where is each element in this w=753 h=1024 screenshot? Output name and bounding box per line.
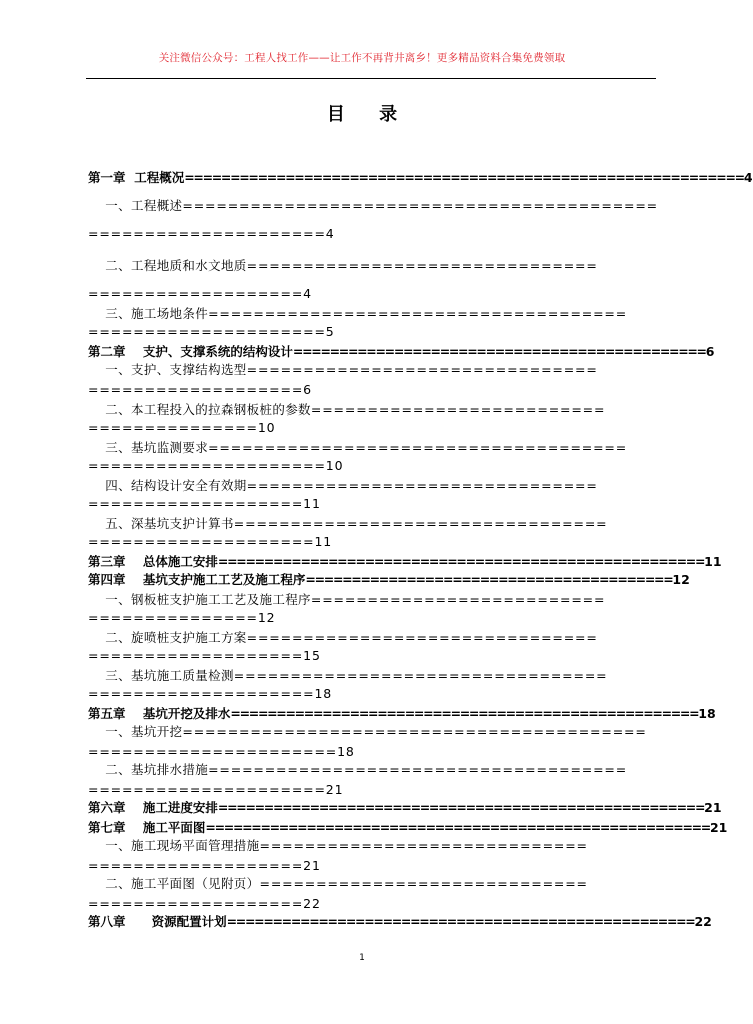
toc-leader: ===============================	[246, 362, 598, 377]
toc-page-number: 10	[257, 420, 276, 435]
toc-page-number: 21	[704, 800, 722, 815]
toc-leader: =============================	[259, 838, 588, 853]
toc-section-entry[interactable]	[88, 322, 658, 342]
toc-entry-label: 三、施工场地条件	[88, 306, 209, 321]
toc-page-number: 21	[325, 782, 344, 797]
toc-page-number: 12	[672, 572, 690, 587]
toc-entry-label: 三、基坑施工质量检测	[88, 668, 234, 683]
toc-leader: =================================	[233, 516, 608, 531]
toc-leader: =====================================	[208, 762, 628, 777]
toc-section-entry[interactable]	[88, 284, 658, 304]
header-rule	[86, 78, 656, 79]
toc-page-number: 4	[743, 170, 753, 185]
toc-page-number: 21	[709, 820, 728, 835]
toc-leader: ===============================	[246, 630, 598, 645]
toc-entry-label: 一、钢板桩支护施工工艺及施工程序	[88, 592, 311, 607]
toc-page-number: 6	[705, 344, 715, 359]
toc-chapter-entry[interactable]	[88, 552, 722, 572]
toc-section-entry[interactable]	[88, 666, 658, 686]
toc-leader: =====================================================	[217, 554, 705, 569]
toc-leader: ===================	[88, 858, 304, 873]
toc-leader: =====================================================	[217, 800, 705, 815]
toc-section-entry[interactable]	[88, 836, 658, 856]
toc-entry-label: 第四章 基坑支护施工工艺及施工程序	[88, 572, 306, 587]
toc-page-number: 18	[337, 744, 355, 759]
toc-leader: ====================	[88, 534, 315, 549]
toc-leader: ===================	[88, 286, 304, 301]
toc-entry-label: 一、基坑开挖	[88, 724, 183, 739]
toc-chapter-entry[interactable]	[88, 818, 728, 838]
toc-leader: ===================	[88, 496, 304, 511]
toc-entry-label: 第六章 施工进度安排	[88, 800, 218, 815]
toc-entry-label: 第七章 施工平面图	[88, 820, 206, 835]
toc-entry-label: 四、结构设计安全有效期	[88, 478, 247, 493]
toc-entry-label: 一、工程概述	[88, 198, 183, 213]
toc-section-entry[interactable]	[88, 196, 658, 216]
toc-page-number: 6	[303, 382, 312, 397]
toc-entry-label: 二、基坑排水措施	[88, 762, 209, 777]
toc-entry-label: 二、施工平面图（见附页）	[88, 876, 260, 891]
toc-section-entry[interactable]	[88, 874, 658, 894]
toc-section-entry[interactable]	[88, 894, 658, 914]
toc-section-entry[interactable]	[88, 360, 658, 380]
toc-entry-label: 二、工程地质和水文地质	[88, 258, 247, 273]
toc-leader: ===============	[88, 610, 258, 625]
toc-chapter-entry[interactable]	[88, 798, 722, 818]
toc-section-entry[interactable]	[88, 514, 658, 534]
toc-leader: =====================================	[208, 306, 628, 321]
toc-leader: ===============================	[246, 478, 598, 493]
toc-section-entry[interactable]	[88, 608, 658, 628]
toc-leader: =============================	[259, 876, 588, 891]
toc-page-number: 11	[314, 534, 333, 549]
toc-title: 目 录	[326, 104, 412, 125]
page-number: 1	[359, 953, 365, 963]
toc-section-entry[interactable]	[88, 456, 658, 476]
toc-leader: =================================	[233, 668, 608, 683]
toc-chapter-entry[interactable]	[88, 912, 712, 932]
toc-section-entry[interactable]	[88, 476, 658, 496]
toc-entry-label: 第一章 工程概况	[88, 170, 185, 185]
toc-section-entry[interactable]	[88, 532, 658, 552]
toc-leader: ===================================================	[226, 914, 695, 929]
toc-leader: =====================	[88, 324, 326, 339]
toc-entry-label: 第八章 资源配置计划	[88, 914, 227, 929]
toc-leader: ===============================	[246, 258, 598, 273]
toc-entry-label: 二、本工程投入的拉森钢板桩的参数	[88, 402, 311, 417]
toc-section-entry[interactable]	[88, 400, 658, 420]
toc-leader: ===================	[88, 896, 304, 911]
toc-page-number: 12	[257, 610, 276, 625]
toc-entry-label: 第三章 总体施工安排	[88, 554, 218, 569]
toc-page-number: 18	[698, 706, 716, 721]
toc-leader: =======================================================	[205, 820, 710, 835]
toc-leader: ==========================	[310, 402, 606, 417]
toc-page-number: 21	[303, 858, 321, 873]
toc-section-entry[interactable]	[88, 856, 658, 876]
toc-leader: ===================	[88, 382, 304, 397]
toc-section-entry[interactable]	[88, 438, 658, 458]
toc-leader: =====================	[88, 458, 326, 473]
toc-page-number: 5	[325, 324, 335, 339]
toc-leader: =====================	[88, 226, 326, 241]
toc-section-entry[interactable]	[88, 628, 658, 648]
toc-entry-label: 一、支护、支撑结构选型	[88, 362, 247, 377]
toc-entry-label: 第五章 基坑开挖及排水	[88, 706, 231, 721]
toc-page-number: 10	[325, 458, 344, 473]
toc-entry-label: 一、施工现场平面管理措施	[88, 838, 260, 853]
toc-page-number: 11	[303, 496, 321, 511]
toc-section-entry[interactable]	[88, 418, 658, 438]
toc-section-entry[interactable]	[88, 590, 658, 610]
toc-chapter-entry[interactable]	[88, 570, 690, 590]
toc-page-number: 4	[325, 226, 335, 241]
toc-leader: ======================	[88, 744, 338, 759]
toc-leader: ===================================================	[230, 706, 699, 721]
toc-section-entry[interactable]	[88, 722, 658, 742]
toc-section-entry[interactable]	[88, 304, 658, 324]
toc-section-entry[interactable]	[88, 224, 658, 244]
toc-leader: ===================	[88, 648, 304, 663]
toc-leader: ==========================================	[182, 198, 658, 213]
toc-page-number: 4	[303, 286, 312, 301]
toc-entry-label: 二、旋喷桩支护施工方案	[88, 630, 247, 645]
toc-leader: ==========================	[310, 592, 606, 607]
toc-chapter-entry[interactable]	[88, 704, 716, 724]
toc-section-entry[interactable]	[88, 646, 658, 666]
toc-section-entry[interactable]	[88, 780, 658, 800]
toc-page-number: 22	[694, 914, 712, 929]
header-banner: 关注微信公众号：工程人找工作——让工作不再背井离乡！更多精品资料合集免费领取	[158, 52, 566, 64]
toc-page-number: 18	[314, 686, 333, 701]
toc-section-entry[interactable]	[88, 742, 658, 762]
toc-entry-label: 五、深基坑支护计算书	[88, 516, 234, 531]
toc-leader: ===============	[88, 420, 258, 435]
toc-entry-label: 三、基坑监测要求	[88, 440, 209, 455]
toc-leader: =====================	[88, 782, 326, 797]
toc-section-entry[interactable]	[88, 494, 658, 514]
toc-page-number: 11	[704, 554, 722, 569]
toc-leader: =============================================================	[184, 170, 744, 185]
toc-section-entry[interactable]	[88, 684, 658, 704]
toc-leader: =========================================	[182, 724, 647, 739]
toc-section-entry[interactable]	[88, 256, 658, 276]
toc-chapter-entry[interactable]	[88, 342, 715, 362]
toc-page-number: 15	[303, 648, 321, 663]
toc-leader: =============================================	[292, 344, 706, 359]
toc-leader: ========================================	[305, 572, 673, 587]
toc-entry-label: 第二章 支护、支撑系统的结构设计	[88, 344, 293, 359]
toc-chapter-entry[interactable]	[88, 168, 753, 188]
toc-page-number: 22	[303, 896, 321, 911]
toc-leader: ====================	[88, 686, 315, 701]
toc-section-entry[interactable]	[88, 380, 658, 400]
toc-leader: =====================================	[208, 440, 628, 455]
toc-section-entry[interactable]	[88, 760, 658, 780]
